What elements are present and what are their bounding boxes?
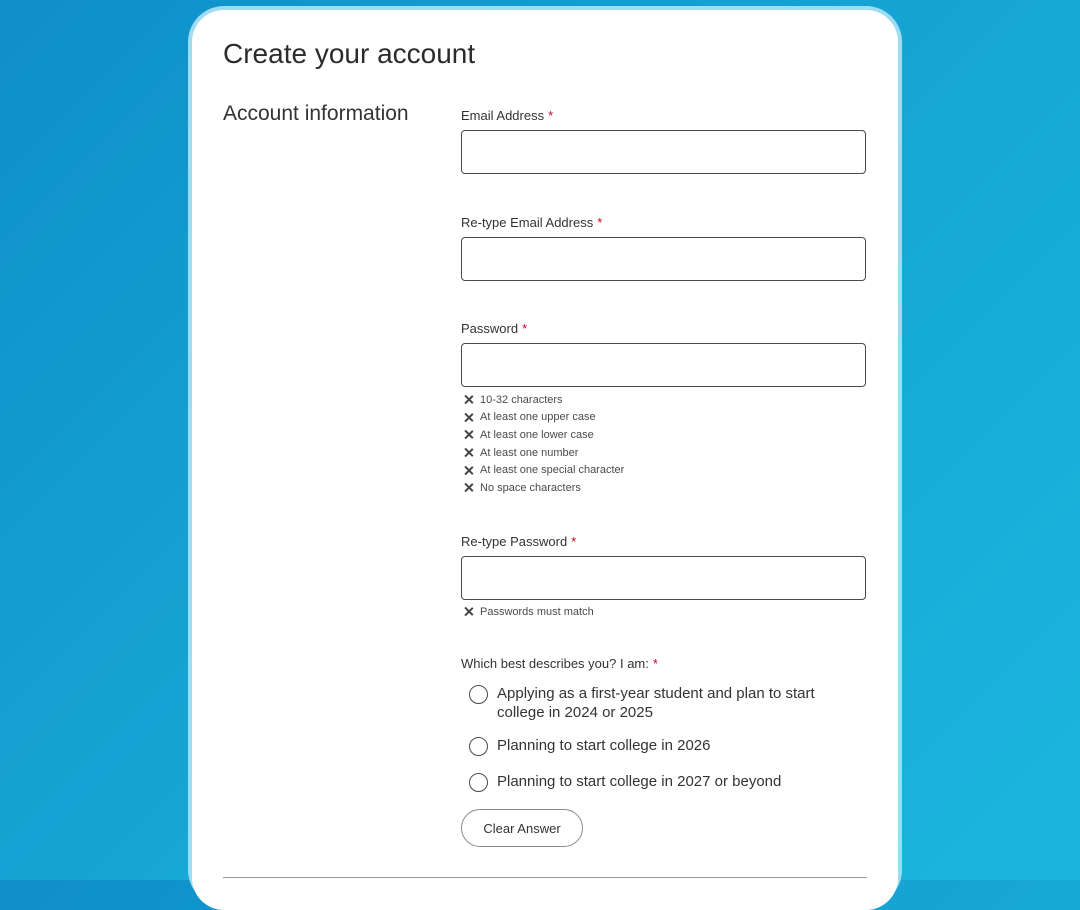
rule-text: At least one upper case (480, 411, 596, 424)
password-rule (463, 391, 624, 409)
email-input[interactable] (461, 130, 866, 174)
close-x-icon (463, 412, 474, 423)
password-match-rule (463, 603, 594, 621)
radio-button[interactable] (469, 737, 488, 756)
radio-option-label: Planning to start college in 2027 or beyond (497, 773, 782, 790)
password-rule (463, 426, 624, 444)
password-input[interactable] (461, 343, 866, 387)
radio-option-first-year[interactable] (469, 684, 869, 722)
password-confirm-label (461, 534, 576, 549)
required-mark: * (571, 534, 577, 549)
close-x-icon (463, 394, 474, 405)
close-x-icon (463, 429, 474, 440)
rule-text: At least one number (480, 446, 579, 459)
email-label-text: Email Address (461, 108, 545, 123)
email-confirm-label-text: Re-type Email Address (461, 215, 594, 230)
section-heading-account-information: Account information (223, 102, 409, 125)
password-rules-list (463, 391, 624, 497)
password-rule (463, 409, 624, 427)
required-mark: * (652, 656, 658, 671)
describe-label (461, 656, 658, 671)
radio-option-2027-beyond[interactable] (469, 772, 869, 792)
page-title: Create your account (223, 38, 476, 69)
describe-radio-group (469, 684, 869, 792)
rule-text: At least one lower case (480, 428, 594, 441)
required-mark: * (522, 321, 528, 336)
clear-answer-button[interactable]: Clear Answer (461, 809, 583, 847)
email-label (461, 108, 553, 123)
required-mark: * (597, 215, 603, 230)
password-confirm-input[interactable] (461, 556, 866, 600)
password-confirm-label-text: Re-type Password (461, 534, 568, 549)
close-x-icon (463, 482, 474, 493)
close-x-icon (463, 606, 474, 617)
password-label (461, 321, 527, 336)
rule-text: Passwords must match (480, 605, 594, 618)
radio-button[interactable] (469, 773, 488, 792)
section-divider (223, 877, 867, 878)
password-rule (463, 444, 624, 462)
email-confirm-input[interactable] (461, 237, 866, 281)
password-match-rules (463, 603, 594, 621)
radio-option-label: Planning to start college in 2026 (497, 737, 711, 754)
required-mark: * (548, 108, 554, 123)
password-rule (463, 479, 624, 497)
rule-text: No space characters (480, 481, 581, 494)
close-x-icon (463, 447, 474, 458)
radio-option-label: Applying as a first-year student and plan to start college in 2024 or 2025 (497, 685, 815, 721)
rule-text: At least one special character (480, 464, 625, 477)
password-label-text: Password (461, 321, 519, 336)
rule-text: 10-32 characters (480, 393, 563, 406)
password-rule (463, 461, 624, 479)
email-confirm-label (461, 215, 602, 230)
radio-button[interactable] (469, 685, 488, 704)
radio-option-2026[interactable] (469, 736, 869, 756)
describe-label-text: Which best describes you? I am: (461, 656, 649, 671)
close-x-icon (463, 465, 474, 476)
